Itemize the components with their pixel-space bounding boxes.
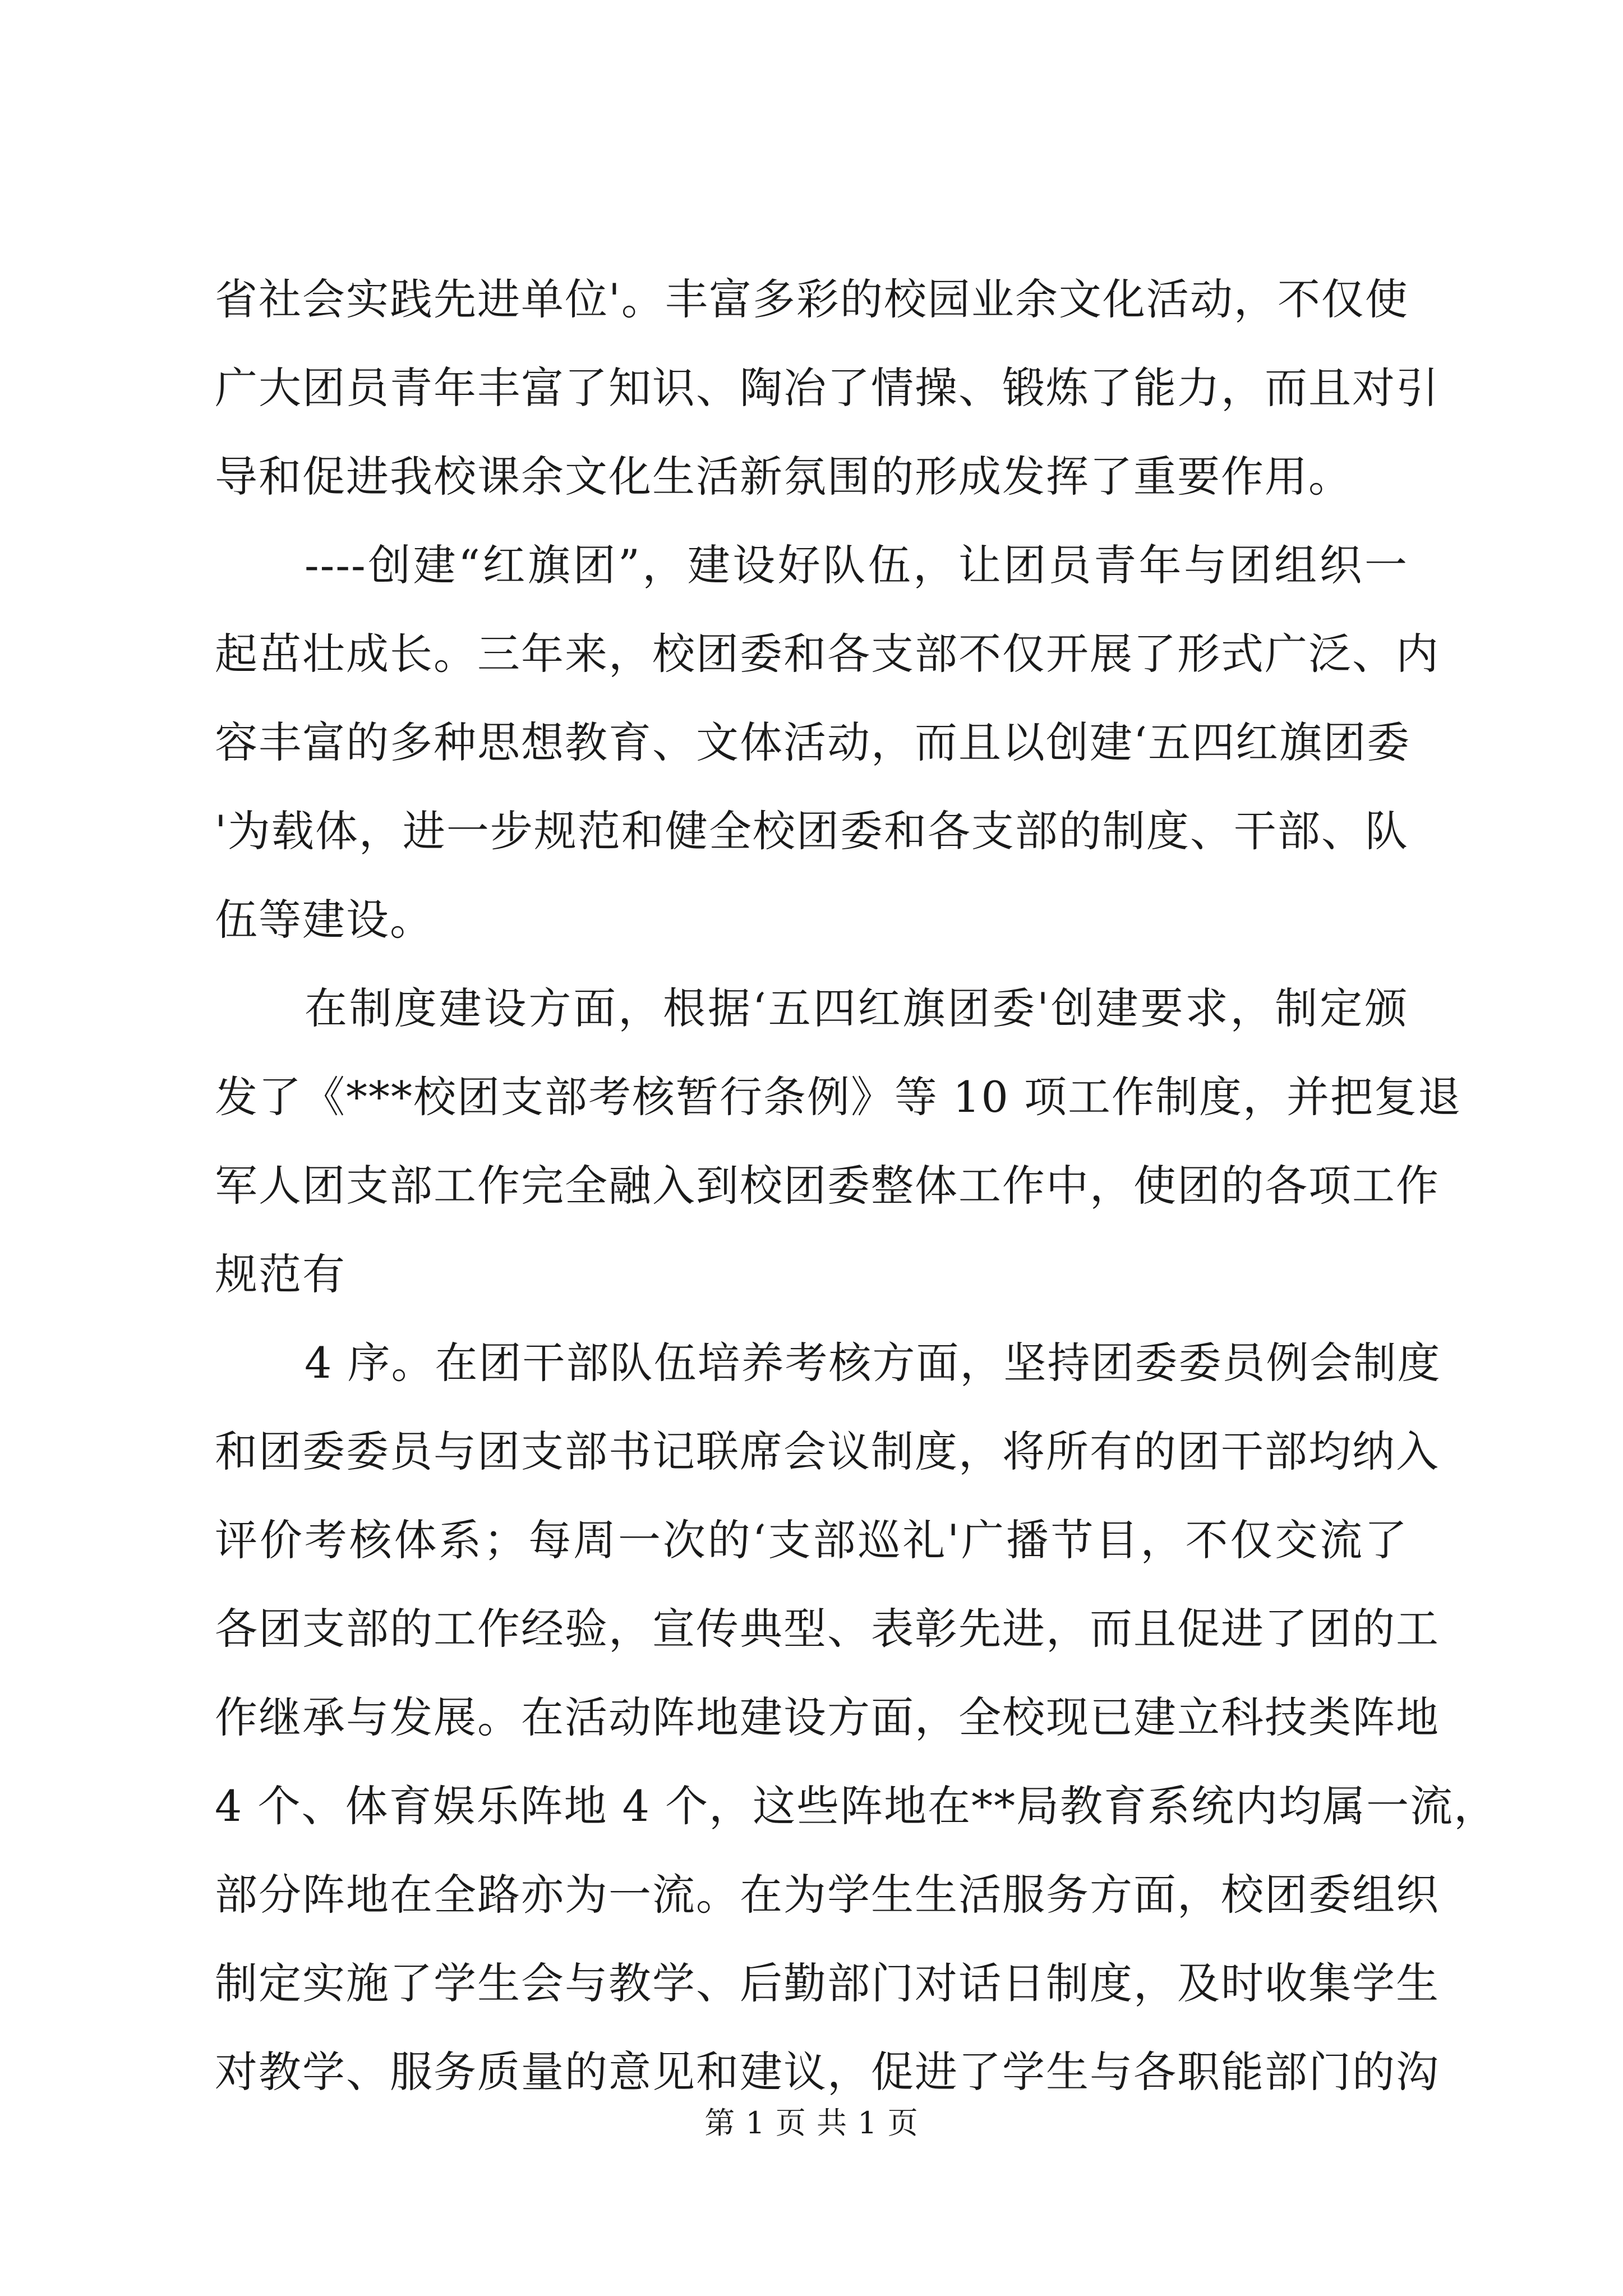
text-line: 广大团员青年丰富了知识、陶冶了情操、锻炼了能力，而且对引 [215,363,1440,413]
text-line: 对教学、服务质量的意见和建议，促进了学生与各职能部门的沟 [215,2047,1440,2097]
text-line: 省社会实践先进单位'。丰富多彩的校园业余文化活动，不仅使 [215,274,1409,324]
text-line: 作继承与发展。在活动阵地建设方面，全校现已建立科技类阵地 [215,1692,1440,1742]
text-line: 在制度建设方面，根据‘五四红旗团委'创建要求，制定颁 [305,983,1408,1033]
text-line: 起茁壮成长。三年来，校团委和各支部不仅开展了形式广泛、内 [215,629,1440,679]
text-line: 评价考核体系；每周一次的‘支部巡礼'广播节目，不仅交流了 [215,1515,1408,1565]
text-line: 容丰富的多种思想教育、文体活动，而且以创建‘五四红旗团委 [215,717,1411,767]
text-line: 和团委委员与团支部书记联席会议制度，将所有的团干部均纳入 [215,1427,1440,1476]
text-line: 4 序。在团干部队伍培养考核方面，坚持团委委员例会制度 [305,1338,1441,1388]
text-line: 伍等建设。 [215,895,434,945]
text-line: 部分阵地在全路亦为一流。在为学生生活服务方面，校团委组织 [215,1870,1440,1920]
text-line: 导和促进我校课余文化生活新氛围的形成发挥了重要作用。 [215,452,1352,501]
text-line: 制定实施了学生会与教学、后勤部门对话日制度，及时收集学生 [215,1958,1440,2008]
text-line: 发了《***校团支部考核暂行条例》等 10 项工作制度，并把复退 [215,1072,1462,1122]
document-body [215,255,1498,2116]
text-line: '为载体，进一步规范和健全校团委和各支部的制度、干部、队 [215,806,1409,856]
text-line: 规范有 [215,1249,346,1299]
page-number-footer: 第 1 页 共 1 页 [704,2105,919,2141]
text-line: 4 个、体育娱乐阵地 4 个，这些阵地在**局教育系统内均属一流， [215,1781,1498,1831]
text-line: 军人团支部工作完全融入到校团委整体工作中，使团的各项工作 [215,1161,1440,1211]
text-line: 各团支部的工作经验，宣传典型、表彰先进，而且促进了团的工 [215,1604,1440,1654]
text-line: ----创建“红旗团”，建设好队伍，让团员青年与团组织一 [305,540,1408,590]
